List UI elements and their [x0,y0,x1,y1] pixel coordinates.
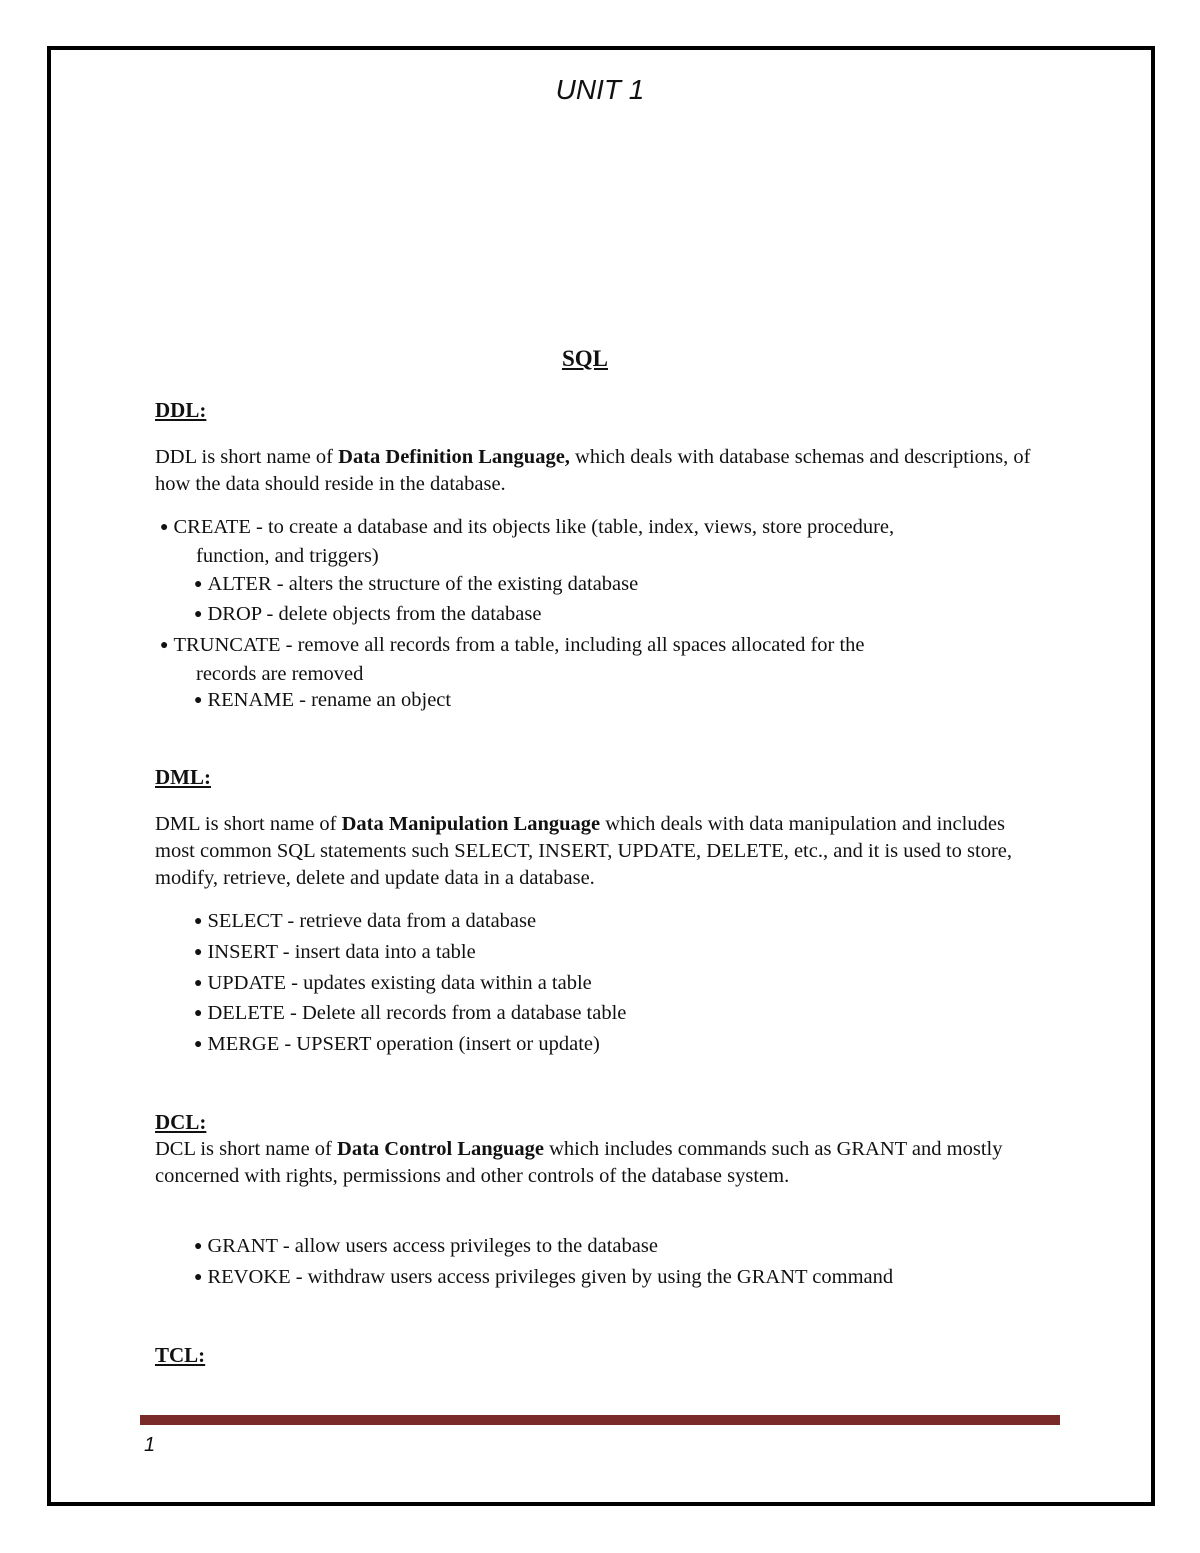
bullet-icon: ● [194,1037,203,1052]
dml-item-merge: MERGE - UPSERT operation (insert or update) [207,1033,600,1055]
dml-item-update: UPDATE - updates existing data within a table [207,972,592,994]
bullet-icon: ● [160,520,169,535]
dcl-item-grant: GRANT - allow users access privileges to the database [207,1235,658,1257]
page-number: 1 [144,1434,156,1456]
bullet-icon: ● [194,693,203,708]
dml-item-select: SELECT - retrieve data from a database [207,910,537,932]
dml-heading: DML: [155,765,211,789]
list-item [194,601,541,630]
ddl-item-truncate: TRUNCATE - remove all records from a table, including all spaces allocated for the [173,634,865,656]
bullet-icon: ● [194,577,203,592]
list-item [194,1233,658,1262]
bullet-icon: ● [194,1006,203,1021]
bullet-icon: ● [194,1239,203,1254]
dml-item-insert: INSERT - insert data into a table [207,941,476,963]
list-item [194,970,592,999]
dcl-intro-post: which includes commands such as GRANT and mostly concerned with rights, permissions and other controls of the database system. [155,1138,1003,1187]
dcl-intro-bold: Data Control Language [337,1138,544,1160]
ddl-intro-bold: Data Definition Language, [338,446,570,468]
dml-intro-bold: Data Manipulation Language [341,813,601,835]
ddl-item-drop: DROP - delete objects from the database [207,603,542,625]
dcl-heading: DCL: [155,1110,207,1134]
ddl-item-truncate-cont: records are removed [196,663,364,685]
list-item [194,1264,893,1293]
footer-divider [140,1415,1060,1425]
ddl-item-alter: ALTER - alters the structure of the existing database [207,573,639,595]
ddl-item-create-cont: function, and triggers) [196,545,379,567]
dml-item-delete: DELETE - Delete all records from a database table [207,1002,627,1024]
bullet-icon: ● [194,1270,203,1285]
ddl-intro [155,444,1035,498]
ddl-intro-post: which deals with database schemas and descriptions, of how the data should reside in the database. [155,446,1031,495]
dml-intro-pre: DML is short name of [155,813,342,835]
bullet-icon: ● [194,607,203,622]
list-item [194,1031,600,1060]
bullet-icon: ● [160,638,169,653]
bullet-icon: ● [194,945,203,960]
bullet-icon: ● [194,914,203,929]
dcl-item-revoke: REVOKE - withdraw users access privileges given by using the GRANT command [207,1266,894,1288]
dcl-intro [155,1136,1015,1190]
dml-intro-post: which deals with data manipulation and includes most common SQL statements such SELECT, INSERT, UPDATE, DELETE, etc., and it is used to store, modify, retrieve, delete and update data in a database. [155,813,1013,889]
list-item [194,1000,626,1029]
list-item [194,908,536,937]
tcl-heading: TCL: [155,1343,206,1367]
ddl-item-create: CREATE - to create a database and its objects like (table, index, views, store procedure, [173,516,895,538]
list-item [194,687,451,716]
ddl-heading: DDL: [155,398,207,422]
dcl-intro-pre: DCL is short name of [155,1138,338,1160]
unit-title: UNIT 1 [555,74,645,105]
ddl-intro-pre: DDL is short name of [155,446,339,468]
list-item [160,632,1030,688]
list-item [194,939,476,968]
dml-intro [155,811,1025,892]
sql-title: SQL [561,346,609,371]
list-item [160,514,1030,570]
bullet-icon: ● [194,976,203,991]
ddl-item-rename: RENAME - rename an object [207,689,452,711]
list-item [194,571,638,600]
